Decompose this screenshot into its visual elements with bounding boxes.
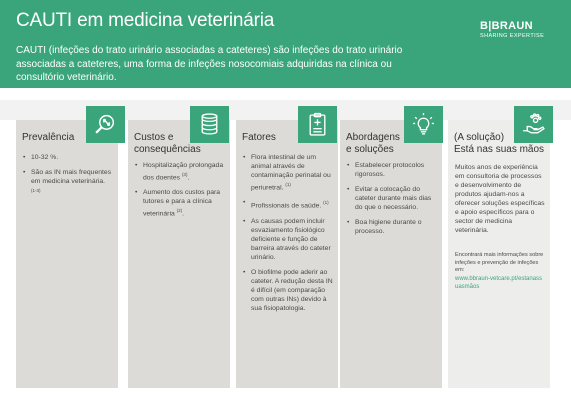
bullet-list	[243, 153, 335, 319]
list-item-text: Hospitalização prolongada dos doentes	[143, 162, 224, 182]
column-subtitle-text: e soluções	[346, 144, 394, 155]
reference-mark: (2)	[176, 208, 183, 214]
column-approaches	[340, 120, 442, 388]
reference-mark: (1-3)	[31, 188, 41, 193]
list-item-text: Aumento dos custos para tutores e para a clínica veterinária	[143, 189, 221, 218]
list-item-text: As causas podem incluir esvaziamento fisiológico deficiente e função de barreira através do cateter urinário.	[251, 217, 331, 261]
list-item	[243, 217, 335, 262]
intro-text: CAUTI (infeções do trato urinário associadas a cateteres) são infeções do trato urinário associadas a cateteres, uma forma de infeções nosocomiais adquiridas na clínica ou consultório veterinário.	[16, 45, 403, 83]
list-item	[347, 218, 439, 236]
bullet-list	[135, 161, 227, 225]
column-subtitle-text: Está nas suas mãos	[454, 144, 545, 155]
column-title-text: Prevalência	[22, 132, 75, 143]
column-costs	[128, 120, 230, 388]
column-title-text: Abordagens	[346, 132, 400, 143]
list-item	[243, 268, 335, 313]
column-title-text: (A solução)	[454, 132, 505, 143]
coin-stack-icon	[190, 106, 229, 143]
logo-tagline: SHARING EXPERTISE	[480, 33, 545, 39]
list-item-text: Evitar a colocação do cateter durante mais dias do que o necessário.	[355, 186, 432, 211]
column-subtitle-text: consequências	[134, 144, 201, 155]
reference-mark: (1)	[323, 200, 329, 206]
list-item-text: Flora intestinal de um animal através de contaminação perinatal ou periuretral.	[251, 154, 331, 192]
list-item	[23, 153, 115, 162]
column-prevalence	[16, 120, 118, 388]
bullet-list	[347, 161, 439, 242]
list-item-text: O biofilme pode aderir ao cateter. A redução desta IN é difícil (em comparação com outras INs) devido à sua fisiopatologia.	[251, 268, 333, 312]
page-title: CAUTI em medicina veterinária	[16, 10, 275, 31]
clipboard-plus-icon	[298, 106, 337, 143]
logo-wordmark: B|BRAUN	[480, 20, 533, 32]
header-banner	[0, 0, 571, 88]
column-title-text: Custos e	[134, 132, 174, 143]
list-item: • Hospitalização prolongada dos doentes $^{(3)}$.	[135, 161, 227, 182]
website-link[interactable]: www.bbraun-vetcare.pt/estanassuasmãos	[455, 276, 543, 290]
list-item	[243, 153, 335, 192]
hand-paw-icon	[514, 106, 553, 143]
bullet-list	[23, 153, 115, 204]
column-solution	[448, 120, 550, 388]
lightbulb-icon	[404, 106, 443, 143]
list-item-text: Estabelecer protocolos rigorosos.	[355, 162, 425, 178]
list-item: • Aumento dos custos para tutores e para a clínica veterinária $^{(2)}$.	[135, 188, 227, 218]
column-factors	[236, 120, 338, 388]
column-title-text: Fatores	[242, 132, 276, 143]
reference-mark: (1)	[285, 182, 291, 187]
list-item-text: Profissionais de saúde.	[251, 202, 322, 210]
list-item	[23, 168, 115, 198]
list-item	[347, 185, 439, 212]
more-info-text: Encontrará mais informações sobre infeções e prevenção de infeções em:	[455, 252, 544, 273]
list-item-text: Boa higiene durante o processo.	[355, 219, 422, 235]
magnifier-bacteria-icon	[86, 106, 125, 143]
list-item-text: 10-32 %.	[31, 154, 59, 161]
reference-mark: (3)	[181, 172, 188, 177]
bbraun-logo	[480, 20, 560, 39]
list-item	[243, 198, 335, 210]
list-item-text: São as IN mais frequentes em medicina veterinária.	[31, 169, 112, 185]
list-item	[347, 161, 439, 179]
solution-text: Muitos anos de experiência em consultoria de processos e desenvolvimento de produtos ajudam-nos a oferecer soluções específicas e apoio específicos para o sector de medicina veterinária.	[455, 164, 545, 234]
